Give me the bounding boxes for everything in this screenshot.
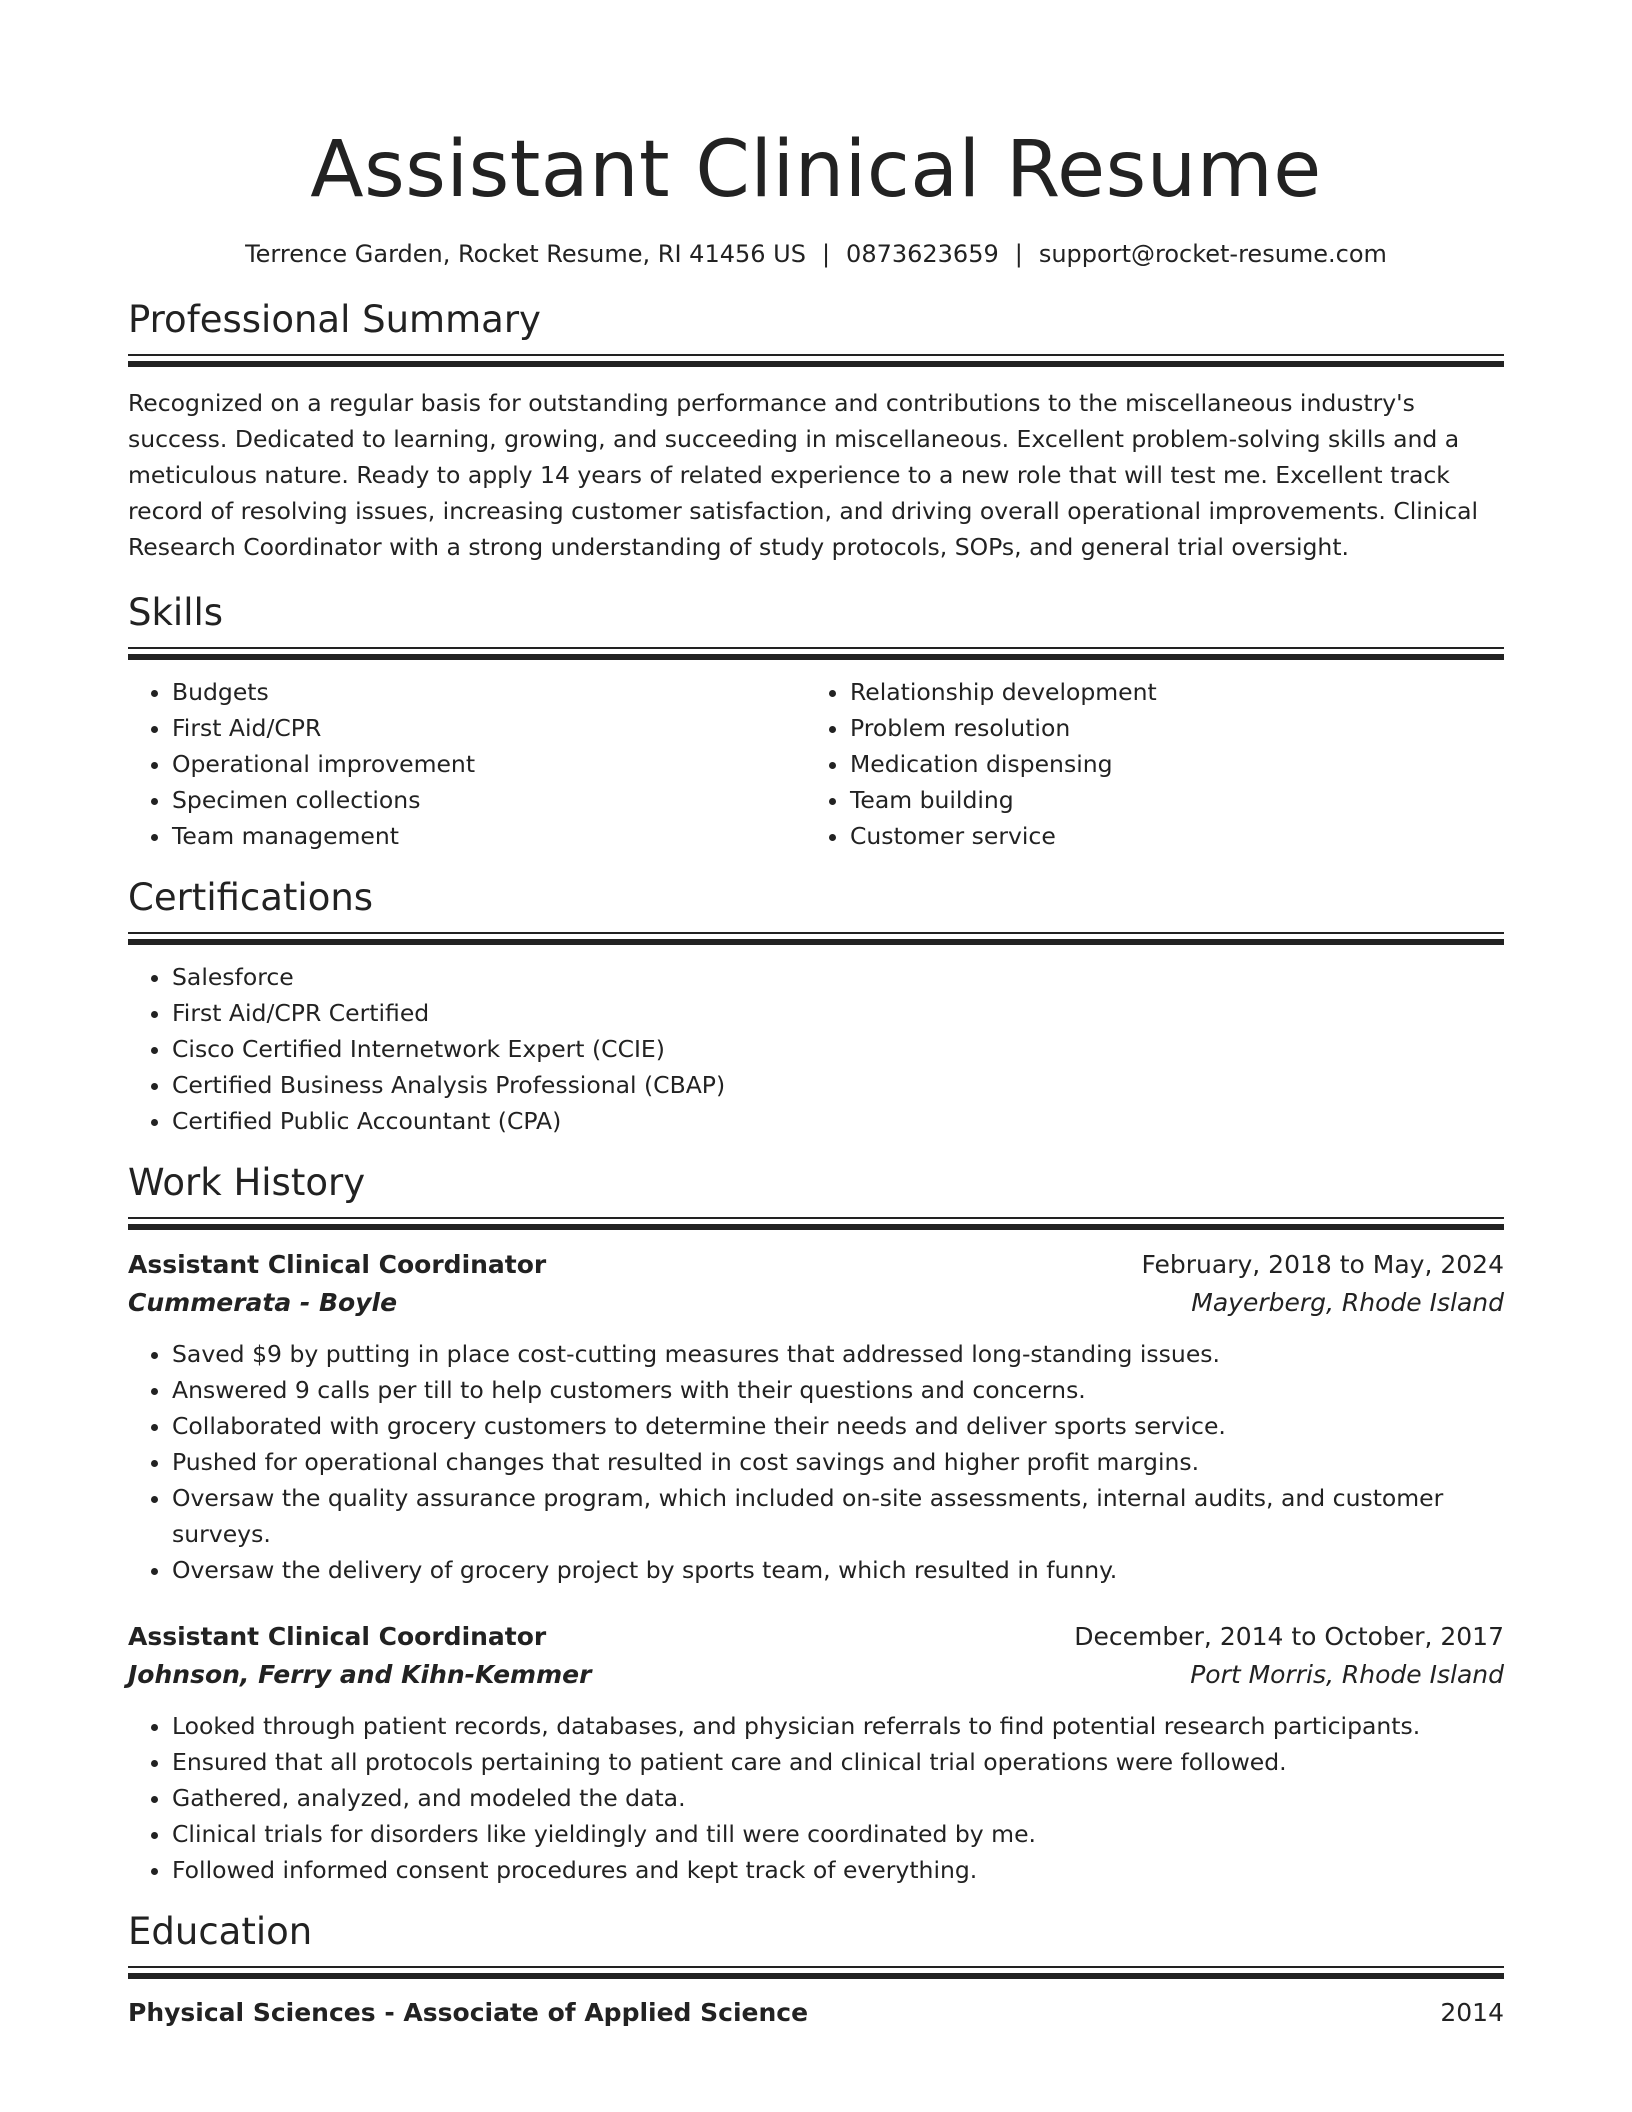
job-subheader <box>128 1656 1504 1694</box>
education-entry <box>128 1995 1504 2031</box>
resume-title: Assistant Clinical Resume <box>310 125 1322 215</box>
job-duty: • Oversaw the delivery of grocery project by sports team, which resulted in funny. <box>172 1552 1504 1588</box>
certifications-list <box>128 959 1504 1139</box>
contact-email: support@rocket-resume.com <box>1038 240 1387 268</box>
education-degree: Physical Sciences - Associate of Applied Science <box>128 1998 809 2027</box>
section-divider <box>128 354 1504 367</box>
summary-section <box>128 298 1504 565</box>
job-entry <box>128 1618 1504 1888</box>
skills-column-right <box>806 674 1484 854</box>
job-duty: • Clinical trials for disorders like yieldingly and till were coordinated by me. <box>172 1816 1504 1852</box>
job-company: Johnson, Ferry and Kihn-Kemmer <box>128 1660 592 1689</box>
skills-columns <box>128 674 1504 854</box>
certification-item: • Certified Public Accountant (CPA) <box>172 1103 1504 1139</box>
skill-item: • Specimen collections <box>172 782 806 818</box>
job-duty: • Ensured that all protocols pertaining to patient care and clinical trial operations were followed. <box>172 1744 1504 1780</box>
skill-item: • Customer service <box>850 818 1484 854</box>
section-heading-education: Education <box>128 1910 313 1953</box>
job-header <box>128 1246 1504 1284</box>
job-duty: • Answered 9 calls per till to help customers with their questions and concerns. <box>172 1372 1504 1408</box>
certification-item: • First Aid/CPR Certified <box>172 995 1504 1031</box>
skill-item: • Budgets <box>172 674 806 710</box>
work-history-section <box>128 1161 1504 1888</box>
skill-item: • Team building <box>850 782 1484 818</box>
contact-phone: 0873623659 <box>846 240 999 268</box>
certifications-section <box>128 876 1504 1139</box>
contact-line <box>128 238 1504 270</box>
skills-list-right <box>806 674 1484 854</box>
skills-section <box>128 591 1504 854</box>
contact-separator: | <box>1014 240 1023 268</box>
job-duty: • Saved $9 by putting in place cost-cutting measures that addressed long-standing issues. <box>172 1336 1504 1372</box>
job-duty: • Looked through patient records, databases, and physician referrals to find potential research participants. <box>172 1708 1504 1744</box>
certification-item: • Salesforce <box>172 959 1504 995</box>
education-year: 2014 <box>1440 1998 1504 2027</box>
contact-separator: | <box>821 240 831 268</box>
skill-item: • Relationship development <box>850 674 1484 710</box>
resume-page <box>128 0 1504 2031</box>
job-title: Assistant Clinical Coordinator <box>128 1250 547 1279</box>
section-heading-summary: Professional Summary <box>128 298 541 341</box>
summary-text: Recognized on a regular basis for outstanding performance and contributions to the miscellaneous industry's success. Dedicated to learning, growing, and succeeding in miscellaneous. Excellent problem-solving skills and a meticulous nature. Ready to apply 14 years of related experience to a new role that will test me. Excellent track record of resolving issues, increasing customer satisfaction, and driving overall operational improvements. Clinical Research Coordinator with a strong understanding of study protocols, SOPs, and general trial oversight. <box>128 389 1479 561</box>
section-divider <box>128 932 1504 945</box>
skills-list-left <box>128 674 806 854</box>
job-duties-list <box>128 1708 1504 1888</box>
skill-item: • Team management <box>172 818 806 854</box>
job-title: Assistant Clinical Coordinator <box>128 1622 547 1651</box>
job-dates: February, 2018 to May, 2024 <box>1141 1250 1504 1279</box>
certification-item: • Certified Business Analysis Professional (CBAP) <box>172 1067 1504 1103</box>
section-divider <box>128 1217 1504 1230</box>
job-duty: • Followed informed consent procedures and kept track of everything. <box>172 1852 1504 1888</box>
skill-item: • Operational improvement <box>172 746 806 782</box>
job-location: Port Morris, Rhode Island <box>1190 1660 1504 1689</box>
job-duty: • Collaborated with grocery customers to determine their needs and deliver sports service. <box>172 1408 1504 1444</box>
certification-item: • Cisco Certified Internetwork Expert (CCIE) <box>172 1031 1504 1067</box>
section-heading-skills: Skills <box>128 591 224 634</box>
job-duties-list <box>128 1336 1504 1588</box>
job-subheader <box>128 1284 1504 1322</box>
section-divider <box>128 647 1504 660</box>
section-heading-work-history: Work History <box>128 1161 366 1204</box>
job-location: Mayerberg, Rhode Island <box>1191 1288 1504 1317</box>
section-divider <box>128 1966 1504 1979</box>
contact-address: Terrence Garden, Rocket Resume, RI 41456 US <box>245 240 806 268</box>
job-duty: • Pushed for operational changes that resulted in cost savings and higher profit margins. <box>172 1444 1504 1480</box>
job-company: Cummerata - Boyle <box>128 1288 398 1317</box>
section-heading-certifications: Certifications <box>128 876 374 919</box>
job-entry <box>128 1246 1504 1588</box>
job-dates: December, 2014 to October, 2017 <box>1074 1622 1504 1651</box>
skills-column-left <box>128 674 806 854</box>
skill-item: • Problem resolution <box>850 710 1484 746</box>
education-section <box>128 1910 1504 2031</box>
skill-item: • First Aid/CPR <box>172 710 806 746</box>
skill-item: • Medication dispensing <box>850 746 1484 782</box>
job-duty: • Oversaw the quality assurance program, which included on-site assessments, internal audits, and customer surveys. <box>172 1480 1504 1552</box>
job-duty: • Gathered, analyzed, and modeled the data. <box>172 1780 1504 1816</box>
job-header <box>128 1618 1504 1656</box>
